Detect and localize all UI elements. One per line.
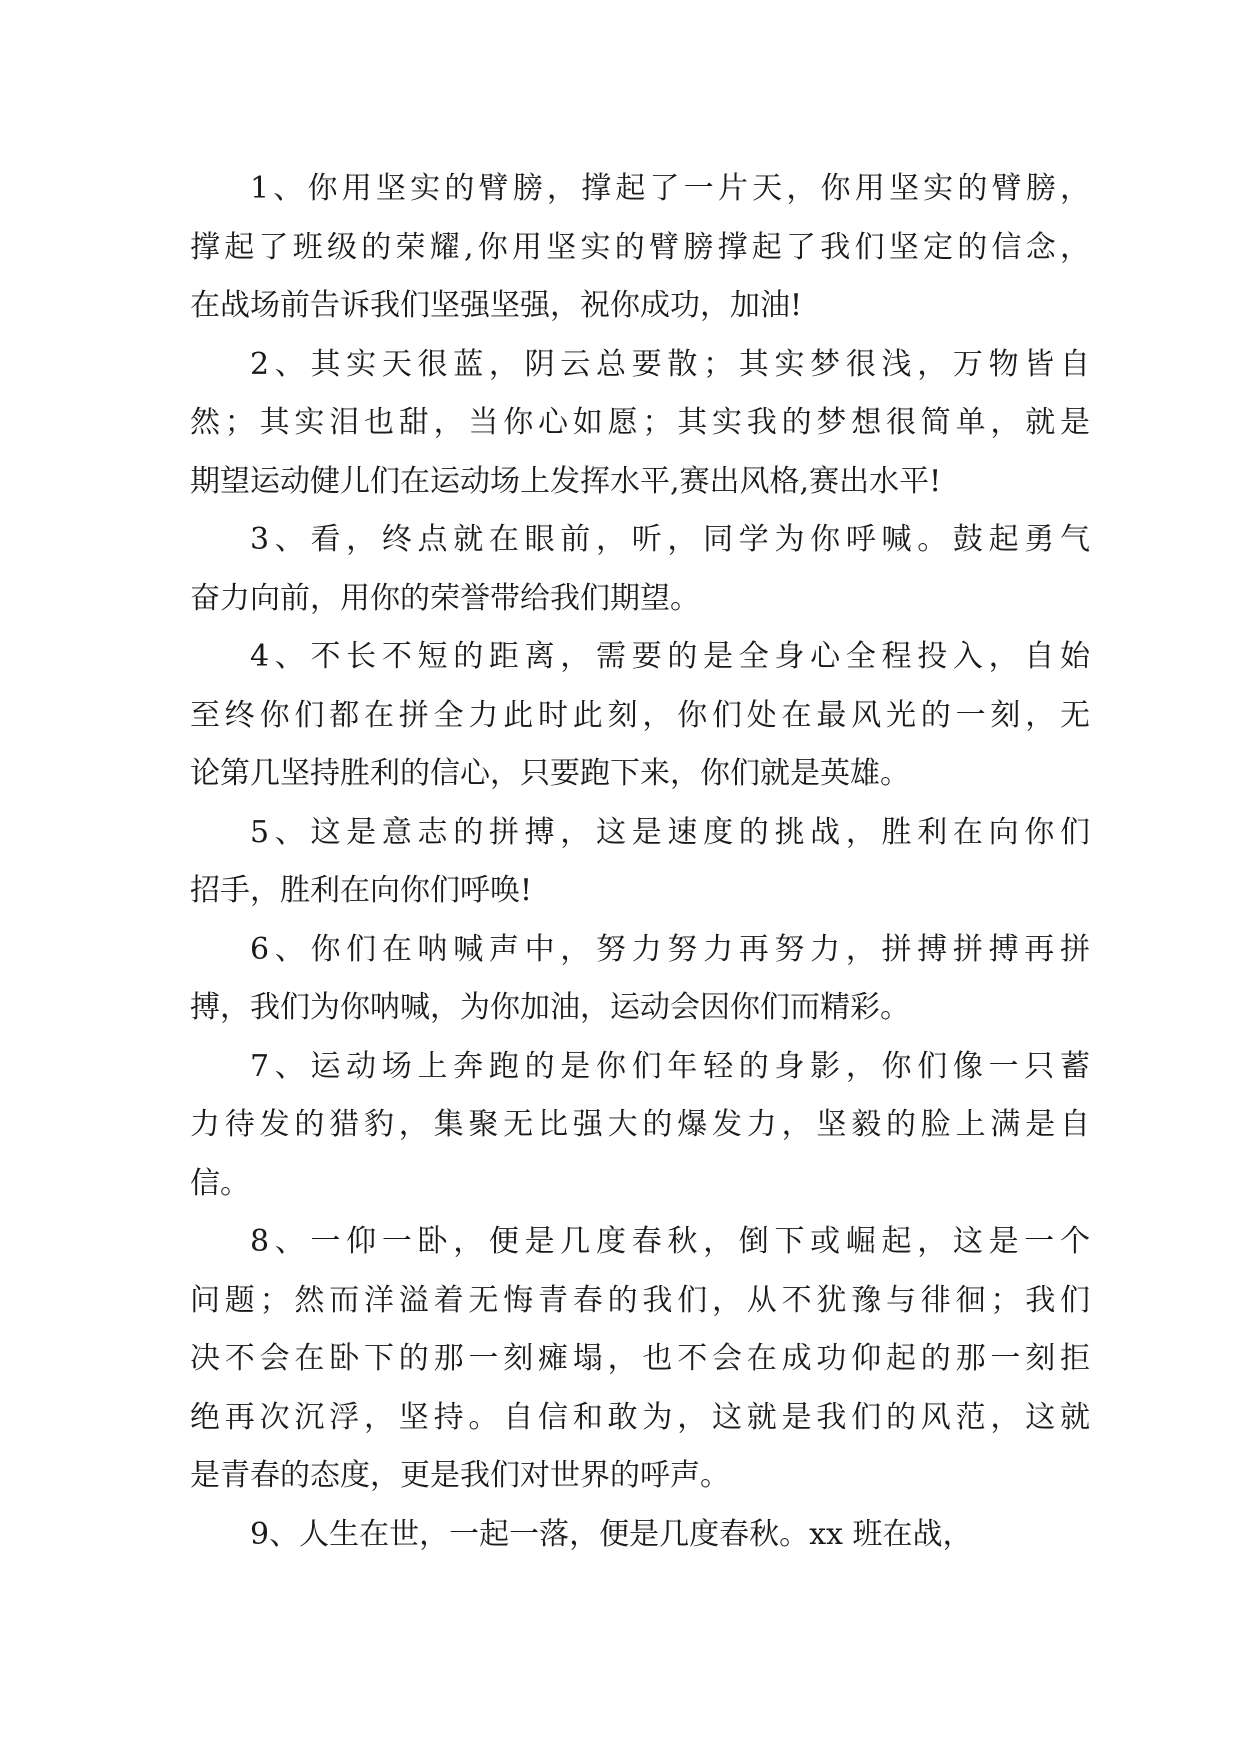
text-line: 信。 (190, 1165, 250, 1201)
paragraph-1 (190, 160, 1090, 336)
text-line: 6、你们在呐喊声中，努力努力再努力，拼搏拼搏再拼 (250, 931, 1090, 967)
paragraph-7 (190, 1038, 1090, 1214)
text-line: 绝再次沉浮，坚持。自信和敢为，这就是我们的风范，这就 (190, 1399, 1090, 1435)
text-line: 4、不长不短的距离，需要的是全身心全程投入，自始 (250, 639, 1090, 674)
text-line: 然；其实泪也甜，当你心如愿；其实我的梦想很简单，就是 (190, 405, 1090, 440)
text-line: 2、其实天很蓝，阴云总要散；其实梦很浅，万物皆自 (250, 346, 1090, 382)
text-line: 奋力向前，用你的荣誉带给我们期望。 (190, 580, 700, 616)
text-line: 在战场前告诉我们坚强坚强，祝你成功，加油! (190, 288, 803, 323)
text-line: 7、运动场上奔跑的是你们年轻的身影，你们像一只蓄 (250, 1048, 1090, 1084)
paragraph-4 (190, 628, 1090, 804)
paragraph-9 (190, 1506, 1090, 1565)
paragraph-8 (190, 1213, 1090, 1506)
document-body (190, 160, 1090, 1564)
text-line: 期望运动健儿们在运动场上发挥水平,赛出风格,赛出水平! (190, 463, 942, 499)
text-line: 9、人生在世，一起一落，便是几度春秋。xx 班在战， (250, 1516, 973, 1552)
text-line: 5、这是意志的拼搏，这是速度的挑战，胜利在向你们 (250, 814, 1090, 850)
text-line: 8、一仰一卧，便是几度春秋，倒下或崛起，这是一个 (250, 1224, 1090, 1259)
text-line: 决不会在卧下的那一刻瘫塌，也不会在成功仰起的那一刻拒 (190, 1341, 1090, 1376)
paragraph-6 (190, 921, 1090, 1038)
text-line: 是青春的态度，更是我们对世界的呼声。 (190, 1458, 730, 1493)
paragraph-2 (190, 336, 1090, 512)
paragraph-3 (190, 511, 1090, 628)
text-line: 论第几坚持胜利的信心，只要跑下来，你们就是英雄。 (190, 756, 910, 791)
text-line: 搏，我们为你呐喊，为你加油，运动会因你们而精彩。 (190, 990, 910, 1025)
text-line: 3、看，终点就在眼前，听，同学为你呼喊。鼓起勇气 (250, 522, 1090, 557)
paragraph-5 (190, 804, 1090, 921)
text-line: 1、你用坚实的臂膀，撑起了一片天，你用坚实的臂膀， (250, 171, 1090, 206)
text-line: 力待发的猎豹，集聚无比强大的爆发力，坚毅的脸上满是自 (190, 1107, 1090, 1142)
text-line: 招手，胜利在向你们呼唤! (190, 873, 533, 908)
text-line: 撑起了班级的荣耀,你用坚实的臂膀撑起了我们坚定的信念， (190, 229, 1090, 265)
text-line: 至终你们都在拼全力此时此刻，你们处在最风光的一刻，无 (190, 697, 1090, 733)
text-line: 问题；然而洋溢着无悔青春的我们，从不犹豫与徘徊；我们 (190, 1282, 1090, 1318)
